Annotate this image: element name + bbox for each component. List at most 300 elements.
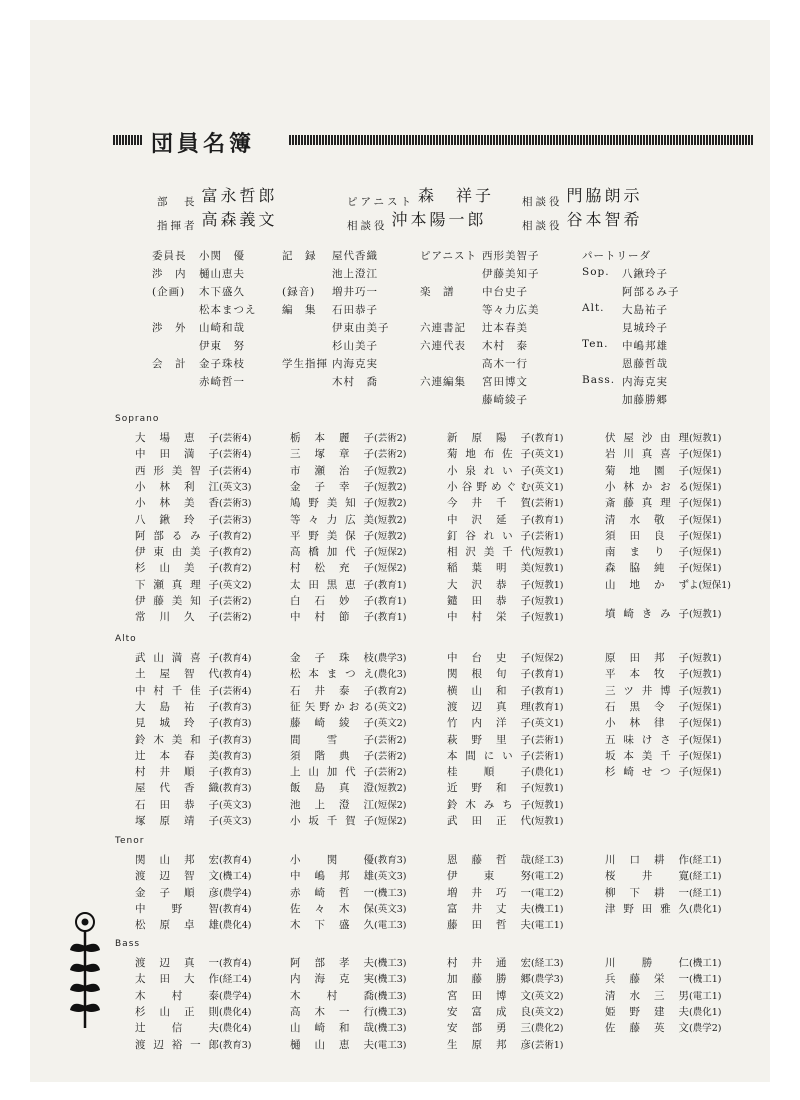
member-entry xyxy=(135,780,305,795)
member-dept: (短教1) xyxy=(531,579,564,591)
member-entry xyxy=(135,1004,305,1019)
member-dept: (短保1) xyxy=(689,750,722,762)
member-entry xyxy=(135,917,305,932)
member-name: 村井通宏 xyxy=(447,957,531,969)
member-name: 小泉れい子 xyxy=(447,464,531,477)
member-entry xyxy=(447,797,617,812)
member-dept: (芸術2) xyxy=(219,612,252,624)
member-entry xyxy=(135,732,305,747)
member-dept: (農化4) xyxy=(219,1023,252,1035)
member-name: 関山邦宏 xyxy=(135,854,219,866)
member-dept: (英文1) xyxy=(531,481,564,493)
member-name: 伊東努 xyxy=(447,870,531,883)
member-row xyxy=(0,764,800,780)
member-name: 墳崎きみ子 xyxy=(605,608,689,621)
member-entry xyxy=(447,917,617,932)
committee-role: 会 計 xyxy=(152,358,187,370)
officer-row xyxy=(157,187,717,211)
member-dept: (短教1) xyxy=(689,433,722,444)
member-entry xyxy=(605,955,775,970)
member-name: 木村泰 xyxy=(135,989,219,1002)
committee-role: 渉 外 xyxy=(152,322,187,334)
member-entry xyxy=(135,868,305,883)
committee-name: 伊東由美子 xyxy=(332,322,390,334)
member-row xyxy=(0,885,800,901)
committee-row xyxy=(152,266,732,284)
member-dept: (英文3) xyxy=(374,903,407,915)
member-entry xyxy=(605,748,775,763)
officer-name: 谷本智希 xyxy=(566,210,643,229)
member-name: 中野智 xyxy=(135,902,219,915)
member-entry xyxy=(605,699,775,714)
member-dept: (短保1) xyxy=(689,498,722,510)
member-name: 川勝仁 xyxy=(605,957,689,969)
member-entry xyxy=(447,463,617,478)
member-entry xyxy=(605,988,775,1003)
committee-name: 中嶋邦雄 xyxy=(622,340,668,352)
member-entry xyxy=(447,479,617,494)
member-name: 栃本麗子 xyxy=(290,432,374,444)
member-name: 阿部孝夫 xyxy=(290,957,374,969)
member-name: 平野美保子 xyxy=(290,529,374,542)
member-row xyxy=(0,971,800,987)
member-name: 中田満子 xyxy=(135,448,219,461)
member-name: 小林律子 xyxy=(605,717,689,730)
member-name: 津野田雅久 xyxy=(605,902,689,915)
title-bar xyxy=(113,130,753,157)
member-name: 中村栄子 xyxy=(447,611,531,624)
member-name: 大沢恭子 xyxy=(447,578,531,591)
committee-row xyxy=(152,338,732,356)
committee-name: 等々力広美 xyxy=(482,304,540,316)
member-name: 中村節子 xyxy=(290,611,374,624)
member-entry xyxy=(290,885,460,900)
member-dept: (短保1) xyxy=(689,481,722,493)
member-dept: (教育2) xyxy=(219,547,252,559)
member-entry xyxy=(290,560,460,575)
member-dept: (電工3) xyxy=(374,920,407,932)
member-entry xyxy=(290,479,460,494)
member-entry xyxy=(605,495,775,510)
member-name: 征矢野かおる xyxy=(290,700,374,713)
member-name: 中台史子 xyxy=(447,652,531,664)
member-row xyxy=(0,852,800,868)
member-entry xyxy=(605,868,775,883)
member-name: 白石妙子 xyxy=(290,595,374,607)
member-row xyxy=(0,955,800,971)
member-entry xyxy=(135,1020,305,1035)
member-row xyxy=(0,813,800,829)
member-dept: (芸術1) xyxy=(531,750,564,762)
member-name: 渡辺智文 xyxy=(135,870,219,883)
member-entry xyxy=(447,732,617,747)
member-entry xyxy=(447,780,617,795)
member-name: 武山満喜子 xyxy=(135,652,219,664)
officer-name: 富永哲郎 xyxy=(201,186,278,205)
member-dept: (芸術3) xyxy=(219,514,252,526)
member-entry xyxy=(135,446,305,461)
member-dept: (経工3) xyxy=(531,855,564,866)
member-dept: (短教1) xyxy=(531,596,564,607)
member-dept: (短保2) xyxy=(374,816,407,827)
officer-name: 高森義文 xyxy=(201,210,278,229)
member-entry xyxy=(135,430,305,445)
committee-name: 中台史子 xyxy=(482,286,528,298)
member-dept: (芸術4) xyxy=(219,449,252,461)
member-dept: (芸術2) xyxy=(374,449,407,461)
member-dept: (短保2) xyxy=(374,547,407,559)
member-name: 土屋智代 xyxy=(135,668,219,681)
member-dept: (英文1) xyxy=(531,465,564,477)
member-dept: (短教2) xyxy=(374,481,407,493)
member-dept: (短教1) xyxy=(689,609,722,621)
member-dept: (芸術1) xyxy=(531,530,564,542)
committee-role: Bass. xyxy=(582,374,616,386)
member-entry xyxy=(135,797,305,812)
member-name: 佐藤英文 xyxy=(605,1022,689,1035)
committee-name: 西形美智子 xyxy=(482,250,540,262)
member-entry xyxy=(135,544,305,559)
title-rule-right xyxy=(289,135,753,145)
member-entry xyxy=(447,852,617,867)
member-name: 太田大作 xyxy=(135,973,219,986)
member-row xyxy=(0,797,800,813)
committee-name: 藤崎綾子 xyxy=(482,394,528,406)
committee-name: 加藤勝郷 xyxy=(622,394,668,406)
member-entry xyxy=(290,901,460,916)
officer-name: 門脇朗示 xyxy=(566,186,643,205)
member-name: 加藤勝郷 xyxy=(447,973,531,986)
member-name: 大島祐子 xyxy=(135,700,219,713)
member-dept: (短教1) xyxy=(531,783,564,795)
member-entry xyxy=(447,1020,617,1035)
member-entry xyxy=(447,430,617,445)
member-name: 鑓田恭子 xyxy=(447,595,531,607)
member-name: 川口耕作 xyxy=(605,854,689,866)
member-name: 間雪子 xyxy=(290,733,374,746)
member-dept: よ(短保1) xyxy=(689,579,731,591)
officer-role: ピアニスト xyxy=(347,196,414,208)
member-dept: (短保2) xyxy=(531,653,564,664)
committee-role: パートリーダ xyxy=(582,250,651,262)
member-name: 高橋加代子 xyxy=(290,546,374,559)
member-dept: (短保1) xyxy=(689,563,722,575)
member-entry xyxy=(290,852,460,867)
member-name: 伊藤美知子 xyxy=(135,595,219,607)
committee-role: 編 集 xyxy=(282,304,317,316)
member-name: 樋山恵夫 xyxy=(290,1038,374,1051)
member-dept: (英文2) xyxy=(374,718,407,730)
member-name: 萩野里子 xyxy=(447,733,531,746)
member-name: 小坂千賀子 xyxy=(290,815,374,827)
member-entry xyxy=(290,446,460,461)
officer-role: 部 長 xyxy=(157,196,198,208)
member-dept: (電工1) xyxy=(689,990,722,1002)
member-row xyxy=(0,606,800,622)
member-name: 伊東由美子 xyxy=(135,546,219,559)
member-dept: (短保1) xyxy=(689,701,722,713)
committee-role: 楽 譜 xyxy=(420,286,455,298)
committee-name: 伊東 努 xyxy=(199,340,245,352)
committee-role: (録音) xyxy=(282,286,316,298)
member-entry xyxy=(290,495,460,510)
member-name: 柳下耕一 xyxy=(605,886,689,899)
member-entry xyxy=(135,885,305,900)
member-dept: (農学4) xyxy=(219,990,252,1002)
member-entry xyxy=(290,955,460,970)
member-entry xyxy=(290,666,460,681)
member-entry xyxy=(290,748,460,763)
member-dept: (教育3) xyxy=(219,718,252,730)
member-dept: (芸術4) xyxy=(219,685,252,697)
member-entry xyxy=(447,577,617,592)
member-name: 相沢美千代 xyxy=(447,546,531,559)
member-name: 増井巧一 xyxy=(447,886,531,899)
member-entry xyxy=(290,764,460,779)
committee-row xyxy=(152,356,732,374)
committee-name: 木村 喬 xyxy=(332,376,378,388)
member-name: 八鍬玲子 xyxy=(135,513,219,526)
member-row xyxy=(0,699,800,715)
member-name: 松本まつえ xyxy=(290,668,374,681)
member-name: 内海克実 xyxy=(290,973,374,986)
member-entry xyxy=(290,917,460,932)
member-name: 藤田哲夫 xyxy=(447,919,531,932)
member-name: 杉山正則 xyxy=(135,1005,219,1018)
member-name: 村松充子 xyxy=(290,562,374,575)
member-row xyxy=(0,560,800,576)
member-entry xyxy=(290,868,460,883)
member-entry xyxy=(605,666,775,681)
member-dept: (農学3) xyxy=(374,653,407,664)
member-name: 木村喬 xyxy=(290,989,374,1002)
member-name: 飯島真澄 xyxy=(290,782,374,795)
committee-name: 木下盛久 xyxy=(199,286,245,298)
member-entry xyxy=(447,971,617,986)
member-name: 本間にい子 xyxy=(447,749,531,762)
member-entry xyxy=(135,852,305,867)
member-entry xyxy=(135,1037,305,1052)
committee-name: 阿部るみ子 xyxy=(622,286,680,298)
officer-entry xyxy=(522,187,643,210)
committee-role: Ten. xyxy=(582,338,609,350)
member-name: 杉崎せつ子 xyxy=(605,766,689,779)
section-label-soprano: Soprano xyxy=(115,414,160,424)
member-dept: (機工1) xyxy=(689,958,722,969)
committee-role: 六連代表 xyxy=(420,340,466,352)
member-dept: (教育1) xyxy=(374,596,407,607)
committee-name: 伊藤美知子 xyxy=(482,268,540,280)
member-dept: (芸術4) xyxy=(219,465,252,477)
member-name: 塚原靖子 xyxy=(135,815,219,827)
member-dept: (英文2) xyxy=(531,1006,564,1018)
member-dept: (短教1) xyxy=(531,563,564,575)
member-dept: (教育1) xyxy=(374,579,407,591)
member-row xyxy=(0,495,800,511)
member-dept: (教育1) xyxy=(531,514,564,526)
member-entry xyxy=(290,988,460,1003)
member-dept: (英文3) xyxy=(374,871,407,883)
committee-block xyxy=(152,248,732,410)
member-row xyxy=(0,463,800,479)
member-entry xyxy=(605,560,775,575)
member-name: 藤崎綾子 xyxy=(290,717,374,730)
member-dept: (教育3) xyxy=(219,1039,252,1051)
member-entry xyxy=(135,901,305,916)
member-name: 安富成良 xyxy=(447,1005,531,1018)
member-entry xyxy=(290,512,460,527)
committee-row xyxy=(152,302,732,320)
member-entry xyxy=(135,955,305,970)
member-dept: (英文1) xyxy=(531,718,564,730)
member-entry xyxy=(605,606,775,621)
member-name: 兵藤栄一 xyxy=(605,973,689,986)
member-entry xyxy=(290,1004,460,1019)
member-name: 渡辺真理 xyxy=(447,700,531,713)
member-entry xyxy=(447,528,617,543)
member-dept: (短教2) xyxy=(374,465,407,477)
member-name: 渡辺真一 xyxy=(135,957,219,969)
member-name: 南まり子 xyxy=(605,546,689,559)
member-entry xyxy=(135,666,305,681)
member-dept: (教育1) xyxy=(531,433,564,444)
member-dept: (農化1) xyxy=(689,903,722,915)
member-name: 屋代香織 xyxy=(135,782,219,795)
member-dept: (機工1) xyxy=(689,974,722,986)
member-entry xyxy=(290,430,460,445)
member-name: 木下盛久 xyxy=(290,919,374,932)
member-name: 村井順子 xyxy=(135,766,219,779)
member-entry xyxy=(605,1020,775,1035)
member-entry xyxy=(135,683,305,698)
member-dept: (短保1) xyxy=(689,767,722,779)
member-dept: (英文3) xyxy=(219,481,252,493)
member-name: 安部勇三 xyxy=(447,1022,531,1035)
member-dept: (芸術1) xyxy=(531,498,564,510)
member-name: 桜井寛 xyxy=(605,870,689,883)
member-name: 清水敬子 xyxy=(605,513,689,526)
officer-role: 指揮者 xyxy=(157,220,198,232)
committee-name: 杉山美子 xyxy=(332,340,378,352)
member-entry xyxy=(605,512,775,527)
officer-name: 沖本陽一郎 xyxy=(391,210,487,229)
member-dept: (英文2) xyxy=(374,701,407,713)
member-name: 上山加代子 xyxy=(290,766,374,779)
member-dept: (短保1) xyxy=(689,465,722,477)
member-dept: (教育2) xyxy=(374,685,407,697)
member-entry xyxy=(290,544,460,559)
member-row xyxy=(0,683,800,699)
member-name: 常川久子 xyxy=(135,611,219,624)
member-name: 桂順子 xyxy=(447,766,531,779)
member-dept: (機工1) xyxy=(531,903,564,915)
committee-row xyxy=(152,248,732,266)
member-entry xyxy=(605,683,775,698)
committee-name: 石田恭子 xyxy=(332,304,378,316)
member-entry xyxy=(447,666,617,681)
member-name: 須階典子 xyxy=(290,749,374,762)
member-name: 小谷野めぐむ xyxy=(447,480,531,493)
member-entry xyxy=(605,446,775,461)
page-title: 団員名簿 xyxy=(151,132,256,157)
member-name: 渡辺裕一郎 xyxy=(135,1038,219,1051)
member-row xyxy=(0,1037,800,1053)
member-entry xyxy=(447,650,617,665)
committee-name: 高木一行 xyxy=(482,358,528,370)
member-name: 生原邦彦 xyxy=(447,1038,531,1051)
member-dept: (芸術1) xyxy=(531,1039,564,1051)
member-name: 松原卓雄 xyxy=(135,919,219,932)
member-name: 小林かおる xyxy=(605,480,689,493)
section-label-bass: Bass xyxy=(115,939,141,949)
member-name: 稲葉明美 xyxy=(447,562,531,575)
member-name: 赤崎哲一 xyxy=(290,886,374,899)
member-entry xyxy=(135,577,305,592)
committee-name: 恩藤哲哉 xyxy=(622,358,668,370)
member-entry xyxy=(290,971,460,986)
member-entry xyxy=(447,1037,617,1052)
committee-name: 見城玲子 xyxy=(622,322,668,334)
member-entry xyxy=(135,650,305,665)
member-row xyxy=(0,650,800,666)
member-dept: (農学2) xyxy=(689,1023,722,1035)
committee-name: 屋代香織 xyxy=(332,250,378,262)
member-name: 武田正代 xyxy=(447,815,531,827)
member-name: 金子幸子 xyxy=(290,480,374,493)
member-entry xyxy=(135,560,305,575)
member-entry xyxy=(447,560,617,575)
member-entry xyxy=(135,528,305,543)
member-name: 石田恭子 xyxy=(135,798,219,811)
member-dept: (短保1) xyxy=(689,718,722,730)
member-dept: (教育1) xyxy=(531,685,564,697)
member-entry xyxy=(605,479,775,494)
member-name: 平本牧子 xyxy=(605,668,689,681)
member-dept: (短保2) xyxy=(374,799,407,811)
member-dept: (短教1) xyxy=(531,799,564,811)
member-dept: (教育2) xyxy=(219,563,252,575)
member-dept: (短教2) xyxy=(374,514,407,526)
member-dept: (芸術3) xyxy=(219,498,252,510)
member-entry xyxy=(447,764,617,779)
member-dept: (電工1) xyxy=(531,920,564,932)
member-entry xyxy=(447,446,617,461)
committee-role: Sop. xyxy=(582,266,610,278)
committee-name: 宮田博文 xyxy=(482,376,528,388)
member-dept: (教育4) xyxy=(219,669,252,681)
member-entry xyxy=(605,463,775,478)
member-dept: (教育3) xyxy=(374,855,407,866)
member-name: 鳩野美知子 xyxy=(290,497,374,510)
member-row xyxy=(0,479,800,495)
officer-role: 相談役 xyxy=(522,196,563,208)
member-dept: (短教2) xyxy=(374,530,407,542)
member-dept: (機工4) xyxy=(219,871,252,883)
officer-entry xyxy=(522,211,643,234)
officer-entry xyxy=(347,211,487,234)
committee-name: 内海克実 xyxy=(332,358,378,370)
member-entry xyxy=(135,715,305,730)
member-dept: (電工2) xyxy=(531,887,564,899)
member-entry xyxy=(135,495,305,510)
committee-row xyxy=(152,392,732,410)
member-name: 今井千賀 xyxy=(447,497,531,510)
member-dept: (教育3) xyxy=(219,767,252,779)
member-name: 石黒令子 xyxy=(605,700,689,713)
committee-role: 記 録 xyxy=(282,250,317,262)
member-dept: (短教1) xyxy=(531,612,564,624)
member-name: 鈴木みち子 xyxy=(447,798,531,811)
